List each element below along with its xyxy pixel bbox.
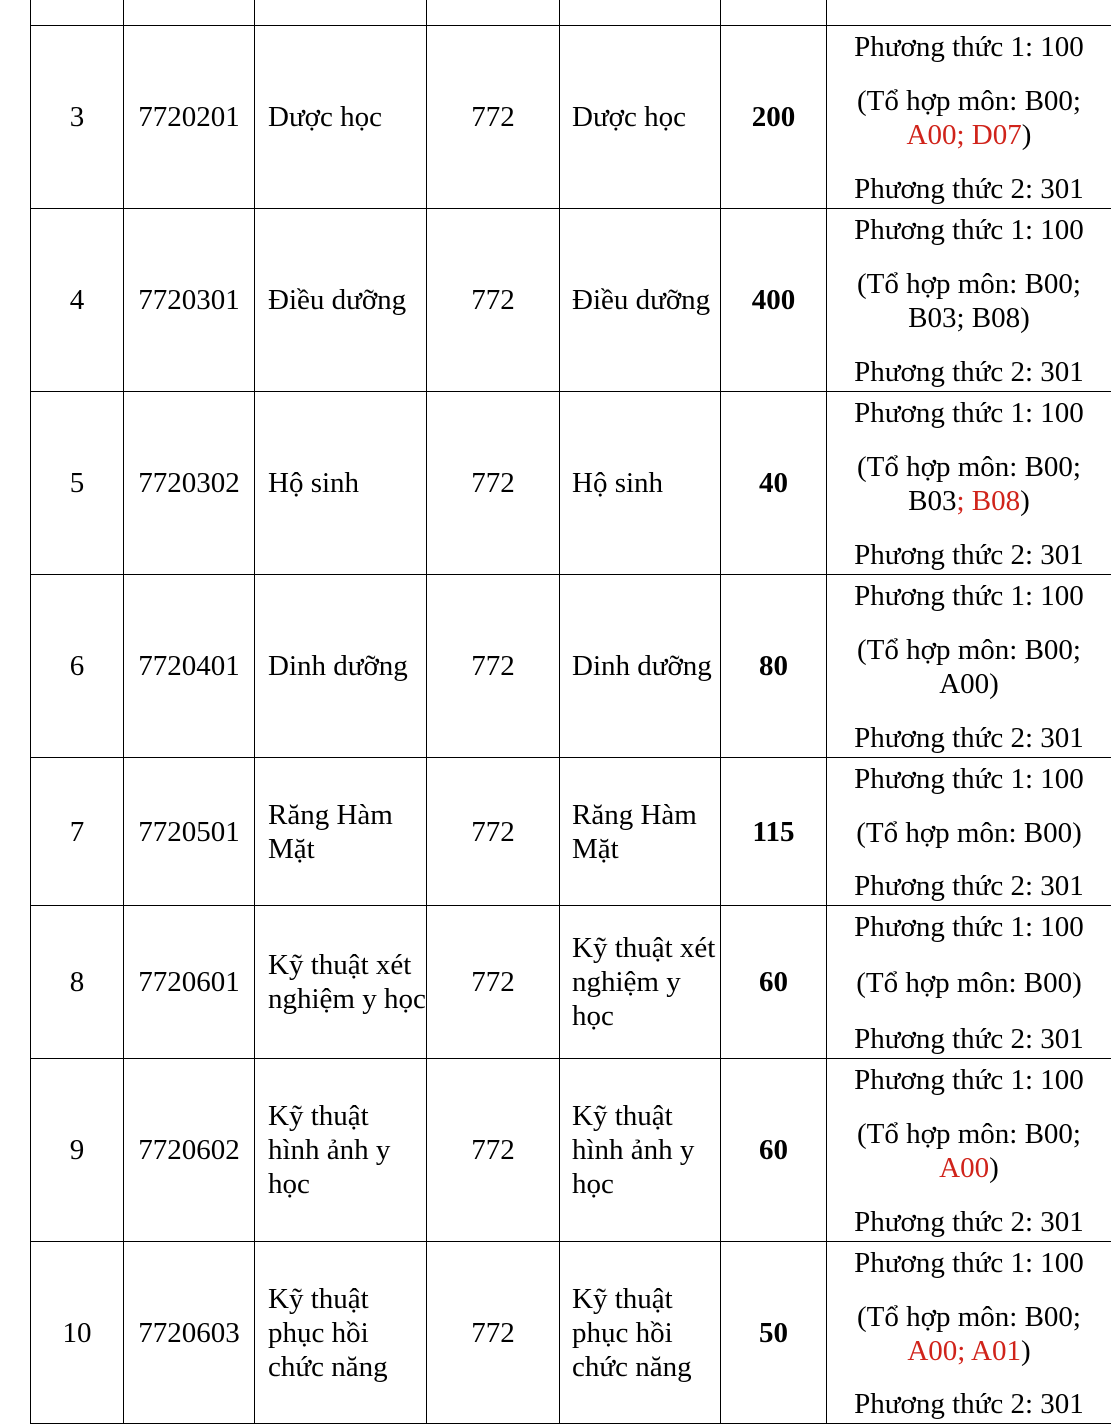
combo-prefix: (Tổ hợp môn: B00) bbox=[856, 967, 1082, 999]
cell-code bbox=[124, 26, 255, 209]
field-text: Dinh dưỡng bbox=[572, 649, 720, 683]
field-text: Kỹ thuật xét nghiệm y học bbox=[572, 931, 720, 1033]
code-text: 7720201 bbox=[138, 100, 240, 134]
method2-text: Phương thức 2: 301 bbox=[854, 172, 1084, 206]
field-text: Kỹ thuật hình ảnh y học bbox=[572, 1099, 720, 1201]
cell-stt bbox=[31, 0, 124, 26]
name-text: Điều dưỡng bbox=[268, 283, 426, 317]
combo-suffix: ) bbox=[1022, 119, 1032, 151]
cell-method bbox=[827, 209, 1111, 392]
method1-text: Phương thức 1: 100 bbox=[854, 1063, 1084, 1097]
cell-field bbox=[560, 392, 721, 575]
group-text: 772 bbox=[471, 283, 515, 317]
table-row bbox=[31, 209, 1111, 392]
combo-red: A00 bbox=[939, 1152, 989, 1184]
combo-text bbox=[856, 816, 1082, 850]
group-text: 772 bbox=[471, 815, 515, 849]
code-text: 7720601 bbox=[138, 965, 240, 999]
field-text: Răng Hàm Mặt bbox=[572, 798, 720, 866]
cell-stt bbox=[31, 392, 124, 575]
method2-text: Phương thức 2: 301 bbox=[854, 869, 1084, 903]
table-row bbox=[31, 758, 1111, 906]
cell-name bbox=[255, 26, 427, 209]
combo-suffix: ) bbox=[1020, 485, 1030, 517]
method2-text: Phương thức 2: 301 bbox=[854, 355, 1084, 389]
table-row bbox=[31, 1059, 1111, 1242]
stt-text: 5 bbox=[70, 466, 85, 500]
cell-field bbox=[560, 209, 721, 392]
cell-code bbox=[124, 575, 255, 758]
cell-method bbox=[827, 392, 1111, 575]
combo-text bbox=[857, 267, 1081, 335]
method1-text: Phương thức 1: 100 bbox=[854, 30, 1084, 64]
combo-prefix: (Tổ hợp môn: B00) bbox=[856, 817, 1082, 849]
cell-stt bbox=[31, 1059, 124, 1242]
method2-text: Phương thức 2: 301 bbox=[854, 1022, 1084, 1056]
quota-text: 40 bbox=[759, 466, 788, 500]
cell-quota bbox=[721, 1242, 827, 1424]
cell-quota bbox=[721, 575, 827, 758]
cell-name bbox=[255, 0, 427, 26]
group-text: 772 bbox=[471, 649, 515, 683]
method1-text: Phương thức 1: 100 bbox=[854, 910, 1084, 944]
cell-name bbox=[255, 758, 427, 906]
combo-black: B03 bbox=[908, 485, 956, 517]
cell-group bbox=[427, 575, 560, 758]
cell-stt bbox=[31, 758, 124, 906]
combo-text bbox=[856, 966, 1082, 1000]
table-row bbox=[31, 26, 1111, 209]
code-text: 7720602 bbox=[138, 1133, 240, 1167]
quota-text: 60 bbox=[759, 965, 788, 999]
combo-text bbox=[857, 633, 1081, 701]
stt-text: 3 bbox=[70, 100, 85, 134]
stt-text: 6 bbox=[70, 649, 85, 683]
combo-red: ; B08 bbox=[957, 485, 1021, 517]
cell-group bbox=[427, 906, 560, 1059]
combo-text bbox=[857, 450, 1081, 518]
cell-group bbox=[427, 26, 560, 209]
method1-text: Phương thức 1: 100 bbox=[854, 1246, 1084, 1280]
cell-name bbox=[255, 1059, 427, 1242]
combo-red: A00; D07 bbox=[907, 119, 1022, 151]
cell-method bbox=[827, 575, 1111, 758]
cell-quota bbox=[721, 758, 827, 906]
method1-text: Phương thức 1: 100 bbox=[854, 762, 1084, 796]
group-text: 772 bbox=[471, 1133, 515, 1167]
combo-black: B03; B08) bbox=[908, 302, 1030, 334]
cell-stt bbox=[31, 906, 124, 1059]
stt-text: 7 bbox=[70, 815, 85, 849]
stt-text: 10 bbox=[63, 1316, 92, 1350]
cell-field bbox=[560, 906, 721, 1059]
stt-text: 4 bbox=[70, 283, 85, 317]
table-body bbox=[31, 0, 1111, 1424]
cell-code bbox=[124, 392, 255, 575]
field-text: Kỹ thuật phục hồi chức năng bbox=[572, 1282, 720, 1384]
combo-prefix: (Tổ hợp môn: B00; bbox=[857, 85, 1081, 117]
cell-quota bbox=[721, 906, 827, 1059]
field-text: Điều dưỡng bbox=[572, 283, 720, 317]
method1-text: Phương thức 1: 100 bbox=[854, 579, 1084, 613]
cell-quota bbox=[721, 392, 827, 575]
method2-text: Phương thức 2: 301 bbox=[854, 538, 1084, 572]
code-text: 7720302 bbox=[138, 466, 240, 500]
cell-method bbox=[827, 1059, 1111, 1242]
table-row bbox=[31, 1242, 1111, 1424]
cell-name bbox=[255, 209, 427, 392]
quota-text: 200 bbox=[752, 100, 796, 134]
cell-stt bbox=[31, 575, 124, 758]
cell-code bbox=[124, 209, 255, 392]
table-row bbox=[31, 392, 1111, 575]
cell-field bbox=[560, 758, 721, 906]
cell-field bbox=[560, 1242, 721, 1424]
cell-code bbox=[124, 1059, 255, 1242]
name-text: Hộ sinh bbox=[268, 466, 426, 500]
cell-code bbox=[124, 0, 255, 26]
quota-text: 50 bbox=[759, 1316, 788, 1350]
cell-name bbox=[255, 392, 427, 575]
field-text: Hộ sinh bbox=[572, 466, 720, 500]
combo-prefix: (Tổ hợp môn: B00; bbox=[857, 1301, 1081, 1333]
quota-text: 400 bbox=[752, 283, 796, 317]
table-row bbox=[31, 906, 1111, 1059]
cell-method bbox=[827, 906, 1111, 1059]
cell-group bbox=[427, 758, 560, 906]
method2-text: Phương thức 2: 301 bbox=[854, 1387, 1084, 1421]
cell-group bbox=[427, 0, 560, 26]
quota-text: 60 bbox=[759, 1133, 788, 1167]
combo-text bbox=[857, 1117, 1081, 1185]
cell-stt bbox=[31, 1242, 124, 1424]
code-text: 7720501 bbox=[138, 815, 240, 849]
cell-code bbox=[124, 1242, 255, 1424]
code-text: 7720401 bbox=[138, 649, 240, 683]
method1-text: Phương thức 1: 100 bbox=[854, 213, 1084, 247]
stt-text: 8 bbox=[70, 965, 85, 999]
cell-quota bbox=[721, 0, 827, 26]
table-row bbox=[31, 575, 1111, 758]
name-text: Kỹ thuật xét nghiệm y học bbox=[268, 948, 426, 1016]
table-row-partial bbox=[31, 0, 1111, 26]
combo-prefix: (Tổ hợp môn: B00; bbox=[857, 268, 1081, 300]
combo-prefix: (Tổ hợp môn: B00; bbox=[857, 634, 1081, 666]
cell-name bbox=[255, 906, 427, 1059]
stt-text: 9 bbox=[70, 1133, 85, 1167]
group-text: 772 bbox=[471, 100, 515, 134]
combo-text bbox=[857, 1300, 1081, 1368]
combo-black: A00) bbox=[939, 668, 999, 700]
method2-text: Phương thức 2: 301 bbox=[854, 1205, 1084, 1239]
cell-group bbox=[427, 1242, 560, 1424]
cell-group bbox=[427, 209, 560, 392]
cell-method bbox=[827, 758, 1111, 906]
quota-text: 115 bbox=[753, 815, 795, 849]
cell-name bbox=[255, 1242, 427, 1424]
method2-text: Phương thức 2: 301 bbox=[854, 721, 1084, 755]
quota-text: 80 bbox=[759, 649, 788, 683]
name-text: Dinh dưỡng bbox=[268, 649, 426, 683]
name-text: Kỹ thuật hình ảnh y học bbox=[268, 1099, 426, 1201]
cell-code bbox=[124, 906, 255, 1059]
cell-group bbox=[427, 392, 560, 575]
admission-table bbox=[30, 0, 1111, 1424]
cell-field bbox=[560, 575, 721, 758]
cell-field bbox=[560, 0, 721, 26]
cell-field bbox=[560, 1059, 721, 1242]
cell-code bbox=[124, 758, 255, 906]
cell-method bbox=[827, 26, 1111, 209]
cell-name bbox=[255, 575, 427, 758]
combo-prefix: (Tổ hợp môn: B00; bbox=[857, 451, 1081, 483]
combo-prefix: (Tổ hợp môn: B00; bbox=[857, 1118, 1081, 1150]
name-text: Kỹ thuật phục hồi chức năng bbox=[268, 1282, 426, 1384]
cell-method bbox=[827, 1242, 1111, 1424]
cell-method bbox=[827, 0, 1111, 26]
cell-quota bbox=[721, 209, 827, 392]
combo-suffix: ) bbox=[1021, 1335, 1031, 1367]
combo-text bbox=[857, 84, 1081, 152]
field-text: Dược học bbox=[572, 100, 720, 134]
combo-suffix: ) bbox=[989, 1152, 999, 1184]
cell-group bbox=[427, 1059, 560, 1242]
code-text: 7720301 bbox=[138, 283, 240, 317]
group-text: 772 bbox=[471, 965, 515, 999]
name-text: Răng Hàm Mặt bbox=[268, 798, 426, 866]
cell-stt bbox=[31, 209, 124, 392]
group-text: 772 bbox=[471, 1316, 515, 1350]
method1-text: Phương thức 1: 100 bbox=[854, 396, 1084, 430]
combo-red: A00; A01 bbox=[907, 1335, 1021, 1367]
cell-stt bbox=[31, 26, 124, 209]
group-text: 772 bbox=[471, 466, 515, 500]
cell-field bbox=[560, 26, 721, 209]
cell-quota bbox=[721, 26, 827, 209]
name-text: Dược học bbox=[268, 100, 426, 134]
cell-quota bbox=[721, 1059, 827, 1242]
code-text: 7720603 bbox=[138, 1316, 240, 1350]
